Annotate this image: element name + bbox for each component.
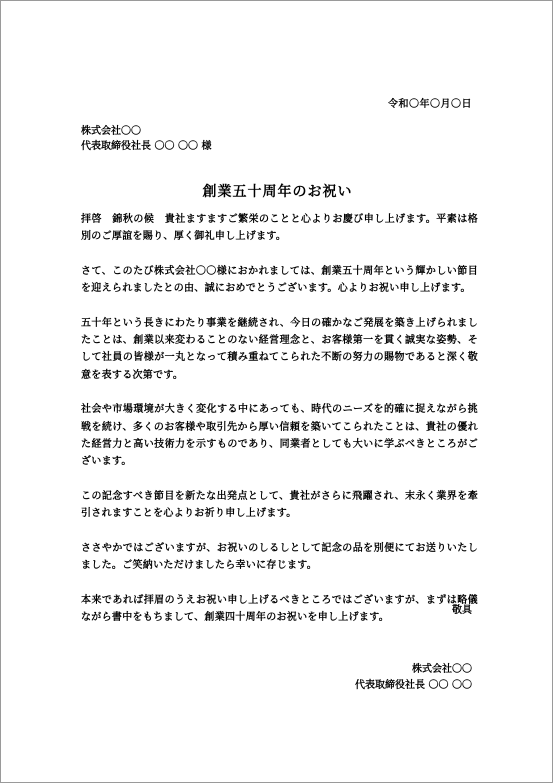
body-paragraph: 本来であれば拝眉のうえお祝い申し上げるべきところではございますが、まずは略儀ながら書中をもちまして、創業四十周年のお祝いを申し上げます。 [81, 594, 478, 623]
body-paragraph: 社会や市場環境が大きく変化する中にあっても、時代のニーズを的確に捉えながら挑戦を続け、多くのお客様や取引先から厚い信頼を築いてこられたことは、貴社の優れた経営力と高い技術力を示すものであり、同業者としても大いに学ぶべきところがございます。 [81, 404, 478, 468]
letter-date: 令和〇年〇月〇日 [388, 99, 472, 110]
sender-company: 株式会社〇〇 [412, 664, 472, 675]
addressee-block [81, 124, 211, 154]
body-paragraph: さて、このたび株式会社〇〇様におかれましては、創業五十周年という輝かしい節目を迎えられましたとの由、誠におめでとうございます。心よりお祝い申し上げます。 [81, 265, 478, 295]
body-paragraph: 五十年という長きにわたり事業を継続され、今日の確かなご発展を築き上げられましたことは、創業以来変わることのない経営理念と、お客様第一を貫く誠実な姿勢、そして社員の皆様が一丸となって積み重ねてこられた不断の努力の賜物であると深く敬意を表する次第です。 [81, 317, 478, 381]
sender-representative: 代表取締役社長 〇〇 〇〇 [355, 680, 472, 691]
letter-title: 創業五十周年のお祝い [202, 184, 353, 200]
body-paragraph: ささやかではございますが、お祝いのしるしとして記念の品を別便にてお送りいたしました。ご笑納いただけましたら幸いに存じます。 [81, 542, 478, 571]
closing-word: 敬具 [452, 605, 472, 616]
body-paragraph: この記念すべき節目を新たな出発点として、貴社がさらに飛躍され、末永く業界を牽引されますことを心よりお祈り申し上げます。 [81, 490, 478, 520]
letter-body [81, 211, 478, 643]
body-paragraph: 拝啓 錦秋の候 貴社ますますご繁栄のことと心よりお慶び申し上げます。平素は格別のご厚誼を賜り、厚く御礼申し上げます。 [81, 214, 478, 243]
addressee-representative: 代表取締役社長 〇〇 〇〇 様 [81, 141, 212, 152]
addressee-company: 株式会社〇〇 [81, 126, 141, 137]
sender-block [355, 662, 472, 694]
